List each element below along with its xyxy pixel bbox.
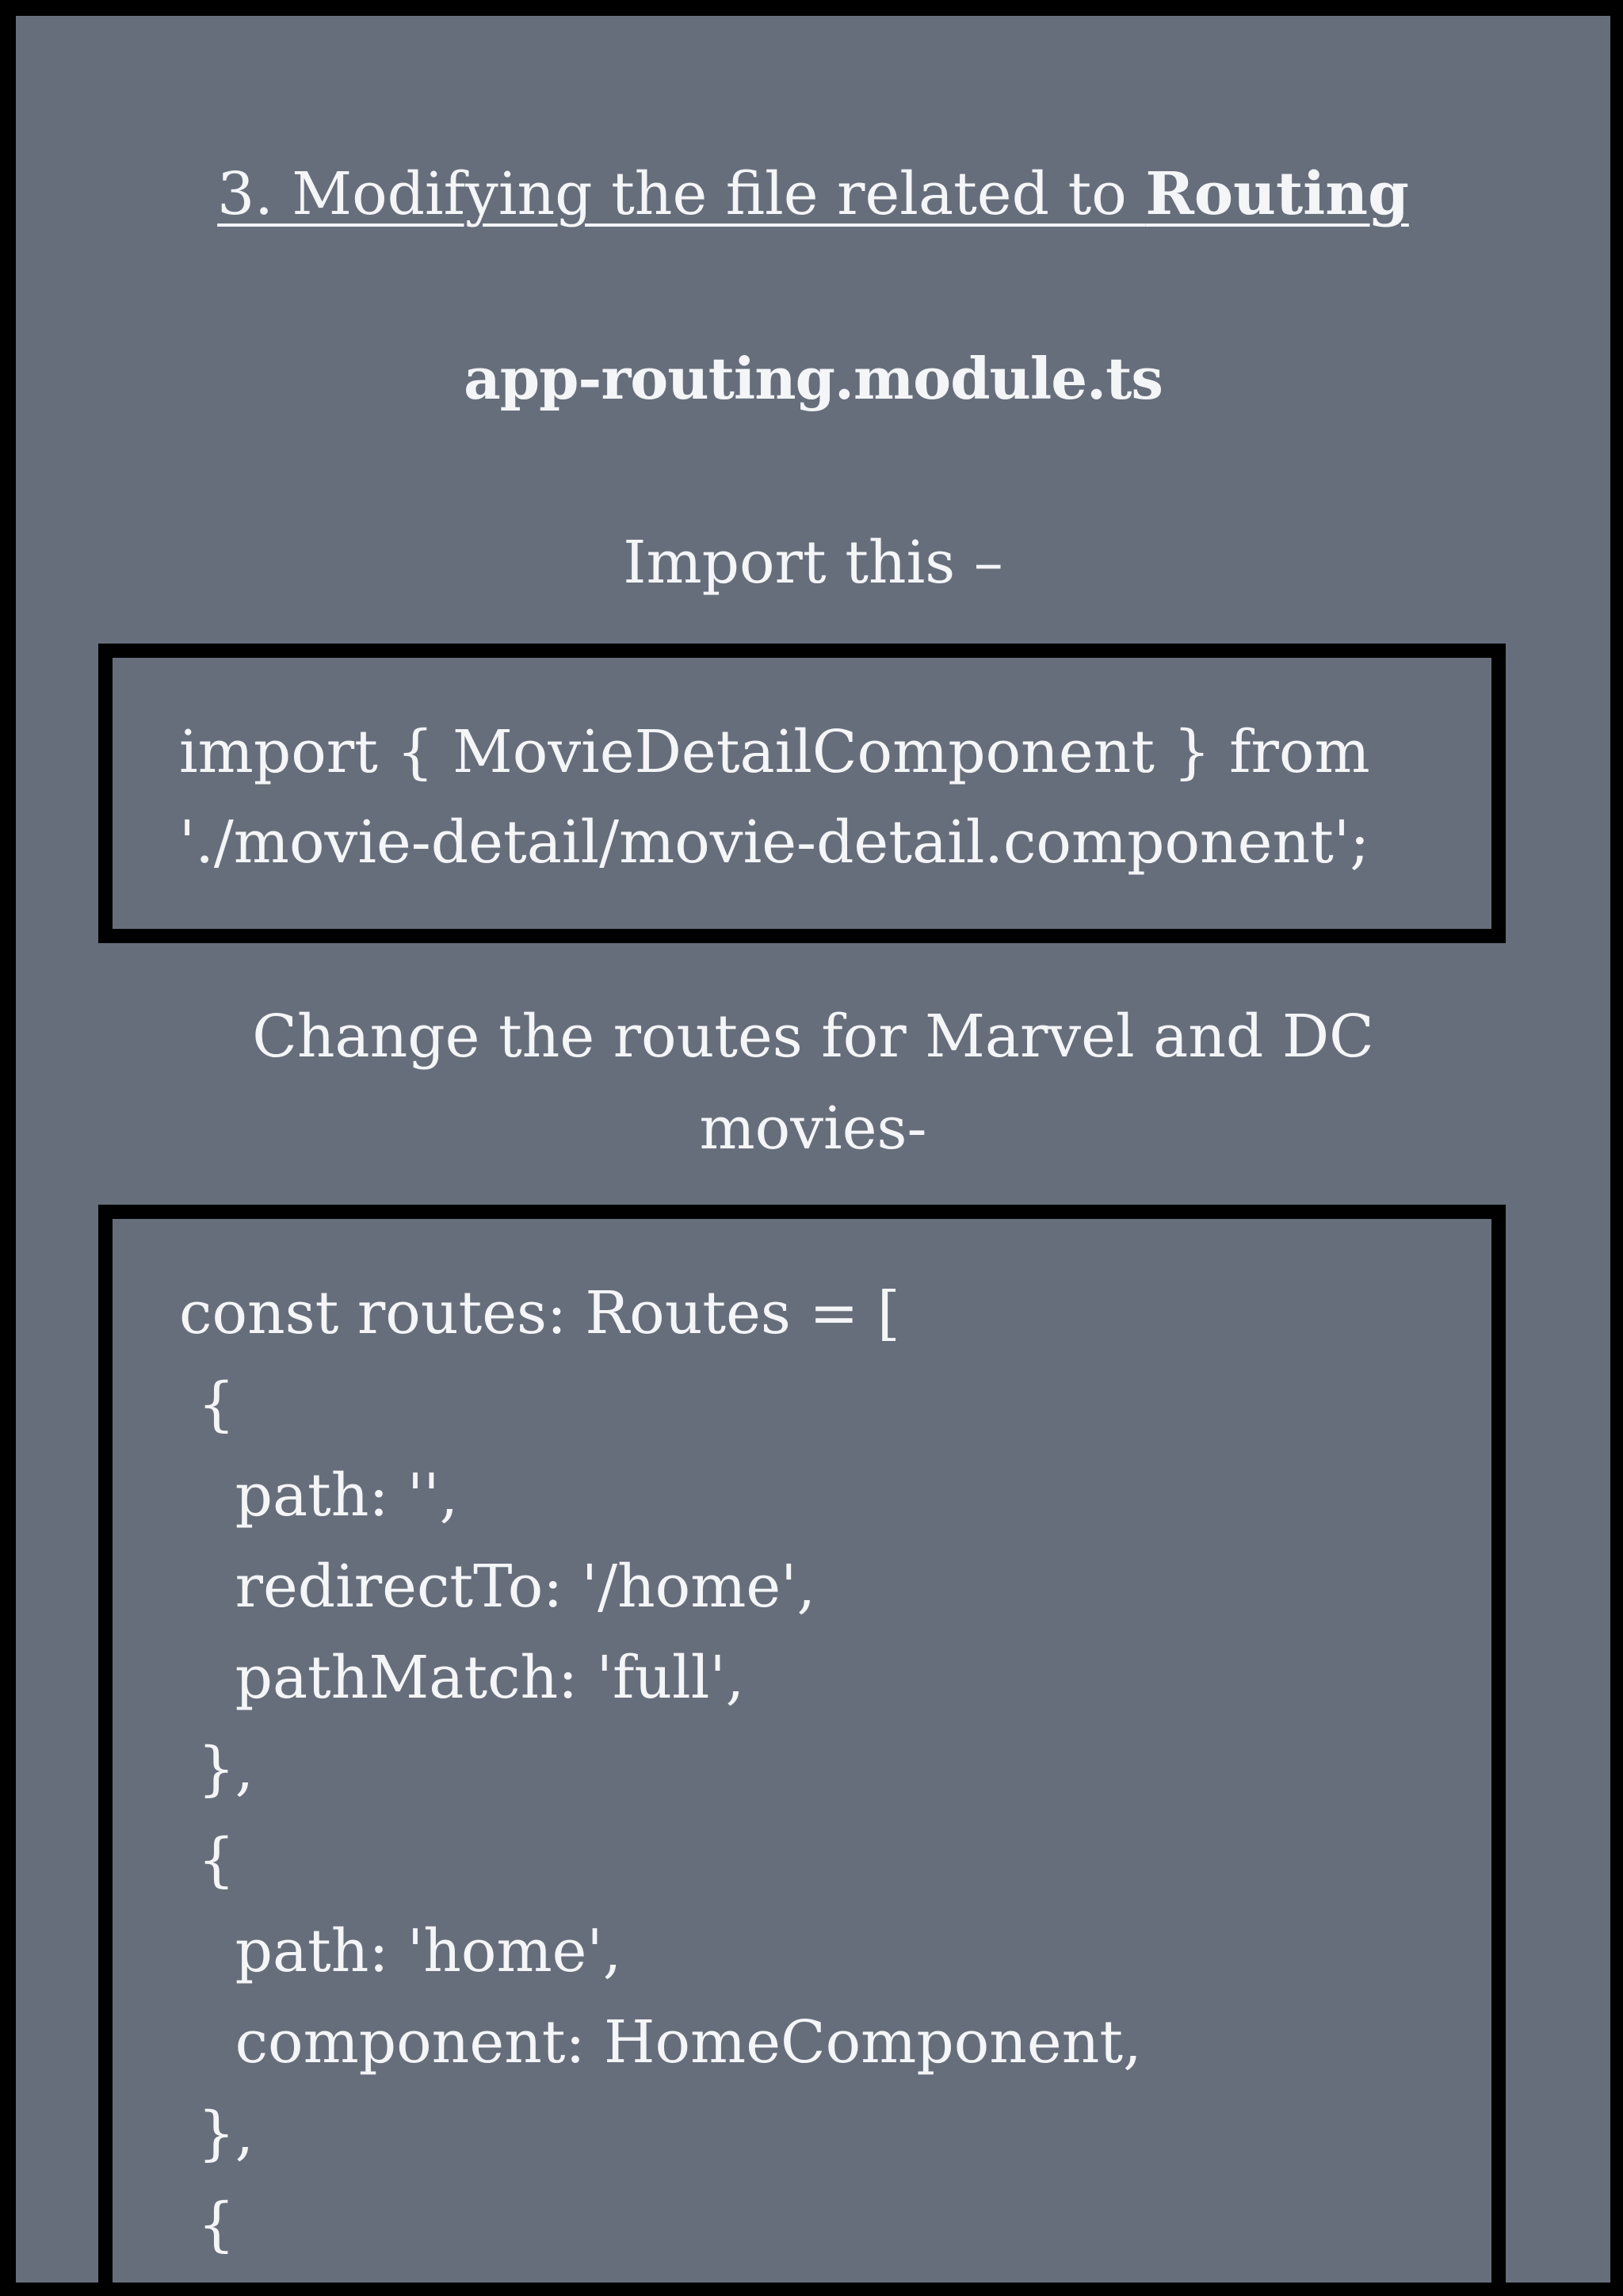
change-routes-label: [16, 991, 1610, 1175]
code-line: {: [179, 2191, 235, 2259]
change-routes-label-line: movies-: [699, 1095, 927, 1163]
import-label: Import this –: [623, 529, 1003, 597]
section-title: [16, 162, 1610, 227]
code-line: path: 'home',: [179, 1917, 622, 1985]
code-line: {: [179, 1370, 235, 1438]
code-line: path: '',: [179, 1461, 459, 1530]
document-page: [16, 16, 1610, 2283]
section-title-bold: Routing: [1145, 160, 1409, 228]
code-line: redirectTo: '/home',: [179, 1553, 816, 1621]
import-code-block: [98, 644, 1506, 943]
routes-code-block: [98, 1205, 1506, 2283]
code-line: pathMatch: 'full',: [179, 1644, 745, 1712]
code-line: import { MovieDetailComponent } from: [179, 718, 1370, 786]
code-line: './movie-detail/movie-detail.component';: [179, 808, 1370, 877]
code-line: },: [179, 1735, 254, 1803]
code-line: const routes: Routes = [: [179, 1279, 900, 1347]
file-name: app-routing.module.ts: [464, 345, 1163, 412]
code-line: },: [179, 2099, 254, 2168]
section-title-prefix: 3. Modifying the file related to: [217, 160, 1146, 228]
code-line: {: [179, 1826, 235, 1894]
change-routes-label-line: Change the routes for Marvel and DC: [252, 1003, 1374, 1071]
code-line: component: HomeComponent,: [179, 2008, 1142, 2076]
